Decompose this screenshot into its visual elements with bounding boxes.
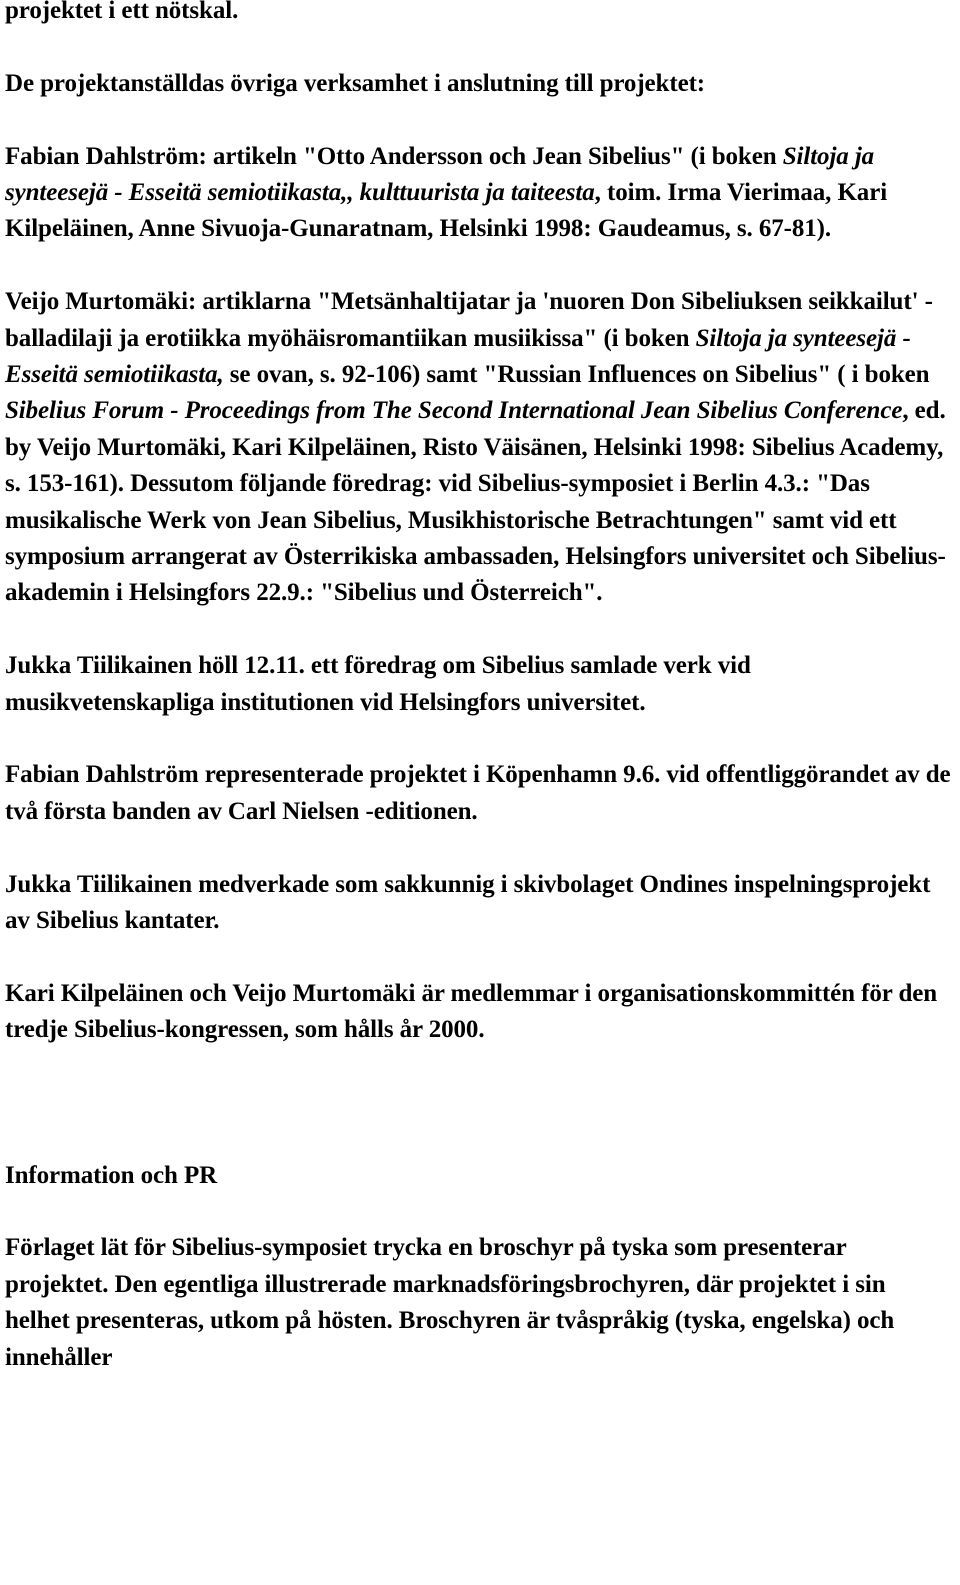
text-segment: , ed. by Veijo Murtomäki, Kari Kilpeläinen, Risto Väisänen, Helsinki 1998: Sibelius Academy, s. 153-161). Dessutom följande föredrag: vid Sibelius-symposiet i Berlin 4.3.: "Das musikalische Werk von Jean Sibelius, Musikhistorische Betrachtungen" samt vid ett symposium arrangerat av Österrikiska ambassaden, Helsingfors universitet och Sibelius-akademin i Helsingfors 22.9.: "Sibelius und Österreich". bbox=[5, 397, 946, 607]
paragraph-dahlstrom-article bbox=[5, 139, 953, 248]
paragraph-murtomaki-articles bbox=[5, 284, 953, 612]
document-page bbox=[5, 0, 953, 1376]
text-segment: Fabian Dahlström: artikeln "Otto Andersson och Jean Sibelius" (i boken bbox=[5, 142, 783, 170]
text-segment: se ovan, s. 92-106) samt "Russian Influences on Sibelius" ( i boken bbox=[223, 361, 930, 389]
text-segment: Veijo Murtomäki: artiklarna "Metsänhaltijatar ja 'nuoren Don Sibeliuksen seikkailut' - balladilaji ja erotiikka myöhäisromantiikan musiikissa" (i boken bbox=[5, 288, 933, 352]
section-spacer bbox=[5, 1049, 953, 1158]
paragraph-tiilikainen-ondine: Jukka Tiilikainen medverkade som sakkunnig i skivbolaget Ondines inspelningsprojekt av Sibelius kantater. bbox=[5, 870, 931, 935]
book-title: Siltoja ja synteesejä - Esseitä semiotiikasta, bbox=[5, 324, 911, 389]
book-title: Sibelius Forum - Proceedings from The Second International Jean Sibelius Conference bbox=[5, 397, 903, 425]
paragraph-brochure: Förlaget lät för Sibelius-symposiet trycka en broschyr på tyska som presenterar projektet. Den egentliga illustrerade marknadsföringsbrochyren, där projektet i sin helhet presenteras, utkom på hösten. Broschyren är tvåspråkig (tyska, engelska) och innehåller bbox=[5, 1234, 895, 1371]
paragraph-tiilikainen-lecture: Jukka Tiilikainen höll 12.11. ett föredrag om Sibelius samlade verk vid musikvetenskapliga institutionen vid Helsingfors universitet. bbox=[5, 652, 751, 716]
paragraph-intro-end: projektet i ett nötskal. bbox=[5, 0, 239, 24]
book-title: Siltoja ja synteesejä - Esseitä semiotiikasta,, kulttuurista ja taiteesta bbox=[5, 142, 875, 206]
section-heading: Information och PR bbox=[5, 1161, 218, 1189]
text-segment: , toim. Irma Vierimaa, Kari Kilpeläinen, Anne Sivuoja-Gunaratnam, Helsinki 1998: Gaudeamus, s. 67-81). bbox=[5, 179, 888, 243]
paragraph-dahlstrom-copenhagen: Fabian Dahlström representerade projektet i Köpenhamn 9.6. vid offentliggörandet av de två första banden av Carl Nielsen -editionen. bbox=[5, 761, 951, 825]
paragraph-congress-committee: Kari Kilpeläinen och Veijo Murtomäki är medlemmar i organisationskommittén för den tredje Sibelius-kongressen, som hålls år 2000. bbox=[5, 979, 938, 1044]
paragraph-staff-activities-heading: De projektanställdas övriga verksamhet i anslutning till projektet: bbox=[5, 69, 706, 97]
